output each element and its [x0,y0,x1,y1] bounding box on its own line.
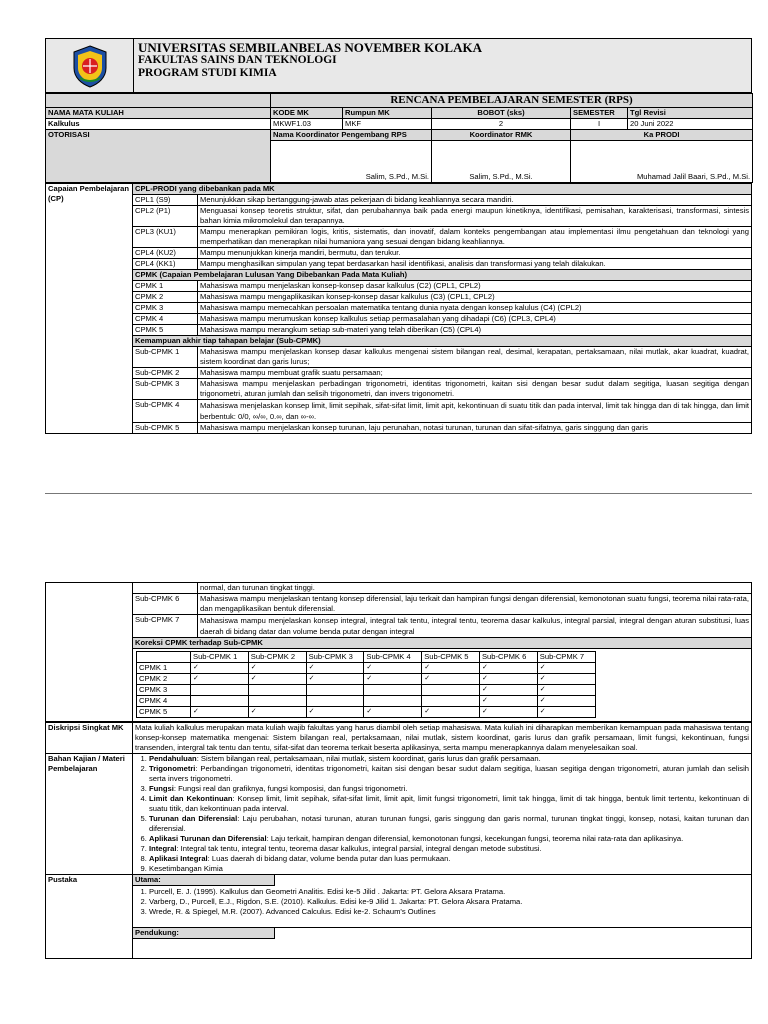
reference-item: 2. Varberg, D., Purcell, E.J., Rigdon, S.E. (2010). Kalkulus. Edisi ke-9 Jilid 1. Jakarta: PT. Gelora Aksara Pratama. [149,897,751,907]
sub-cpmk-code: Sub-CPMK 2 [133,368,198,379]
program-name: PROGRAM STUDI KIMIA [138,67,277,79]
material-item-head: Limit dan Kekontinuan [149,794,233,803]
cpmk-row [46,303,752,314]
course-cluster-header: Rumpun MK [343,108,432,119]
sub-cpmk-row [46,423,752,434]
sub-cpmk-text: Mahasiswa mampu membuat grafik suatu persamaan; [198,368,752,379]
correlation-check-mark [191,696,249,707]
references-label: Pustaka [46,875,133,959]
cpmk-code: CPMK 1 [133,281,198,292]
cpl-row [46,248,752,259]
correlation-check-mark: ✓ [248,663,306,674]
material-item-text: : Perbandingan trigonometri, identitas trigonometri, kaitan sisi dengan besar sudut dalam segitiga, luasan segitiga dengan trigonometri, aturan jumlah dan selisih serta invers trigonometri. [149,764,749,783]
correlation-check-mark [364,696,422,707]
materials-label: Bahan Kajian / Materi Pembelajaran [46,754,133,875]
material-item-head: Aplikasi Turunan dan Diferensial [149,834,267,843]
semester: I [571,119,628,130]
correlation-check-mark: ✓ [248,674,306,685]
cpmk-text: Mahasiswa mampu menjelaskan konsep-konsep dasar kalkulus (C2) (CPL1, CPL2) [198,281,752,292]
description-text: Mata kuliah kalkulus merupakan mata kuliah wajib fakultas yang harus diambil oleh setiap mahasiswa. Mata kuliah ini diharapkan memberikan kemampuan pada mahasiswa tentang konsep-konsep matematika mengenai: Sistem bilangan real, pertaksamaan, nilai mutlak, sistem koordinat, garis lurus dan grafik persamaan, limit fungsi, kekontinuan, fungsi transenden, intergral tak tentu dan tentu, sifat-sifat dan teorema terkait beserta aplikasinya, serta mampu menerapkannya dalam menyelesaikan soal. [133,723,752,754]
program-head-header: Ka PRODI [571,130,753,141]
cpl-row [46,206,752,227]
sub-cpmk-text: Mahasiswa mampu menjelaskan perbadingan trigonometri, identitas trigonometri, kaitan sisi dengan besar sudut dalam segitiga, luasan segitiga dengan trigonometri, aturan jumlah dan selisih trigonometri, dan invers trigonometri. [198,379,752,400]
main-references-title: Utama: [133,875,275,886]
support-references-title: Pendukung: [133,928,275,939]
learning-outcomes-table [45,183,752,434]
correlation-check-mark: ✓ [422,707,480,718]
material-item [149,854,749,864]
course-detail-table [45,722,752,959]
correlation-check-mark: ✓ [479,696,537,707]
correlation-check-mark [191,685,249,696]
correlation-check-mark [248,685,306,696]
rmk-coordinator-name: Salim, S.Pd., M.Si. [432,141,571,183]
material-item-text: : Luas daerah di bidang datar, volume benda putar dan luas permukaan. [207,854,451,863]
semester-header: SEMESTER [571,108,628,119]
correlation-check-mark: ✓ [191,663,249,674]
correlation-column-header: Sub-CPMK 5 [422,652,480,663]
correlation-check-mark: ✓ [306,663,364,674]
rps-coordinator-header: Nama Koordinator Pengembang RPS [271,130,432,141]
cpmk-code: CPMK 4 [133,314,198,325]
learning-outcomes-continued-table [45,582,752,722]
sub-cpmk-row [46,368,752,379]
material-item [149,794,749,814]
sub-cpmk-text: Mahasiswa mampu menjelaskan konsep dasar kalkulus mengenai sistem bilangan real, desimal, kerapatan, pertaksamaan, nilai mutlak, akar kuadrat, kuadrat, sistem koordinat dan garis lurus; [198,347,752,368]
material-item-head: Aplikasi Integral [149,854,208,863]
cpl-text: Mampu menunjukkan kinerja mandiri, bermutu, dan terukur. [198,248,752,259]
correlation-check-mark [422,685,480,696]
material-item-head: Integral [149,844,177,853]
correlation-check-mark: ✓ [537,663,595,674]
sub-cpmk-code: Sub-CPMK 5 [133,423,198,434]
cpl-title: CPL-PRODI yang dibebankan pada MK [133,184,752,195]
correlation-check-mark [422,696,480,707]
material-item [149,814,749,834]
sub-cpmk-title: Kemampuan akhir tiap tahapan belajar (Sub-CPMK) [133,336,752,347]
cpmk-code: CPMK 3 [133,303,198,314]
cpmk-text: Mahasiswa mampu memecahkan persoalan matematika tentang dunia nyata dengan konsep kalulus (C4) (CPL2) [198,303,752,314]
material-item-head: Fungsi [149,784,174,793]
cpl-text: Menunjukkan sikap bertanggung-jawab atas pekerjaan di bidang keahliannya secara mandiri. [198,195,752,206]
reference-item: 3. Wrede, R. & Spiegel, M.R. (2007). Advanced Calculus. Edisi ke-2. Schaum's Outlines [149,907,751,917]
program-head-name: Muhamad Jalil Baari, S.Pd., M.Si. [571,141,753,183]
sub-cpmk-5-continuation: normal, dan turunan tingkat tinggi. [198,583,752,594]
correlation-check-mark: ✓ [479,685,537,696]
course-name: Kalkulus [46,119,271,130]
sub-cpmk-text: Mahasiswa mampu menjelaskan konsep integral, integral tak tentu, integral tentu, teorema dasar kalkulus, integral parsial, integral dengan aturan substitusi, luas daerah di bidang datar dan volume benda putar dengan integral [198,615,752,638]
material-item-text: : Sistem bilangan real, pertaksamaan, nilai mutlak, sistem koordinat, garis lurus dan grafik persamaan. [196,754,541,763]
sub-cpmk-code: Sub-CPMK 3 [133,379,198,400]
material-item-head: Trigonometri [149,764,196,773]
course-credit-header: BOBOT (sks) [432,108,571,119]
course-credit: 2 [432,119,571,130]
correlation-check-mark [248,696,306,707]
cpmk-text: Mahasiswa mampu mengaplikasikan konsep-konsep dasar kalkulus (C3) (CPL1, CPL2) [198,292,752,303]
faculty-name: FAKULTAS SAINS DAN TEKNOLOGI [138,54,337,66]
cpmk-row [46,292,752,303]
course-name-header: NAMA MATA KULIAH [46,108,271,119]
correlation-check-mark: ✓ [479,663,537,674]
correlation-matrix [136,651,596,718]
sub-cpmk-code: Sub-CPMK 4 [133,400,198,423]
cpl-row [46,195,752,206]
correlation-check-mark: ✓ [364,663,422,674]
correlation-column-header: Sub-CPMK 2 [248,652,306,663]
correlation-check-mark: ✓ [422,663,480,674]
authorization-label: OTORISASI [46,130,271,183]
correlation-check-mark: ✓ [479,707,537,718]
correlation-check-mark: ✓ [306,707,364,718]
document-header [45,38,752,93]
correlation-title: Koreksi CPMK terhadap Sub-CPMK [133,638,752,649]
cpmk-title: CPMK (Capaian Pembelajaran Lulusan Yang Dibebankan Pada Mata Kuliah) [133,270,752,281]
sub-cpmk-code: Sub-CPMK 1 [133,347,198,368]
sub-cpmk-text: Mahasiswa menjelaskan konsep limit, limit sepihak, sifat-sifat limit, limit apit, kekontinuan di suatu titik dan pada interval, limit tak hingga dan di tak hingga, dan limit berbentuk: 0/0, ∞/∞, 0.∞, dan ∞-∞. [198,400,752,423]
material-item [149,784,749,794]
correlation-check-mark: ✓ [364,707,422,718]
material-item-text: : Integral tak tentu, integral tentu, teorema dasar kalkulus, integral parsial, integral dengan metode substitusi. [176,844,542,853]
university-logo [46,39,134,92]
sub-cpmk-row [46,379,752,400]
cpl-code: CPL4 (KU2) [133,248,198,259]
correlation-check-mark: ✓ [306,674,364,685]
correlation-column-header: Sub-CPMK 4 [364,652,422,663]
correlation-row-label: CPMK 1 [137,663,191,674]
university-seal-icon [70,44,110,88]
correlation-check-mark: ✓ [364,674,422,685]
cpmk-text: Mahasiswa mampu merumuskan konsep kalkulus setiap permasalahan yang dihadapi (C6) (CPL3, CPL4) [198,314,752,325]
sub-cpmk-code: Sub-CPMK 7 [133,615,198,638]
material-item-head: Turunan dan Diferensial [149,814,238,823]
cpl-row [46,227,752,248]
document-title: RENCANA PEMBELAJARAN SEMESTER (RPS) [271,94,753,108]
cpl-code: CPL4 (KK1) [133,259,198,270]
cpmk-text: Mahasiswa mampu merangkum setiap sub-materi yang telah diberikan (C5) (CPL4) [198,325,752,336]
correlation-check-mark [306,696,364,707]
correlation-check-mark: ✓ [479,674,537,685]
correlation-row [137,707,596,718]
rps-page-2 [45,582,752,1022]
material-item-text: : Konsep limit, limit sepihak, sifat-sifat limit, limit apit, limit fungsi trigonometri, limit tak hingga, limit di tak hingga, bentuk limit tertentu, kekontinuan di suatu titik, dan kekontinuan pada interval. [149,794,749,813]
university-name: UNIVERSITAS SEMBILANBELAS NOVEMBER KOLAKA [138,40,482,55]
cpl-row [46,259,752,270]
material-item [149,844,749,854]
material-item-text: Kesetimbangan Kimia [149,864,223,873]
cpmk-code: CPMK 2 [133,292,198,303]
material-item [149,864,749,874]
description-label: Diskripsi Singkat MK [46,723,133,754]
correlation-check-mark: ✓ [191,674,249,685]
material-item [149,834,749,844]
sub-cpmk-row [46,347,752,368]
sub-cpmk-row [46,594,752,615]
sub-cpmk-row [46,400,752,423]
revision-header: Tgl Revisi [628,108,753,119]
correlation-row-label: CPMK 3 [137,685,191,696]
correlation-row [137,674,596,685]
cpmk-row [46,325,752,336]
sub-cpmk-code: Sub-CPMK 6 [133,594,198,615]
course-code: MKWF1.03 [271,119,343,130]
sub-cpmk-text: Mahasiswa mampu menjelaskan konsep turunan, laju perunahan, notasi turunan, turunan dan sifat-sifatnya, garis singgung dan garis [198,423,752,434]
correlation-check-mark: ✓ [537,707,595,718]
correlation-check-mark: ✓ [537,685,595,696]
correlation-row [137,696,596,707]
sub-cpmk-row [46,615,752,638]
cpl-text: Mampu menerapkan pemikiran logis, kritis, sistematis, dan inovatif, dalam konteks pengembangan atau implementasi ilmu pengetahuan dan teknologi yang memperhatikan dan menerapkan nilai humaniora yang sesuai dengan bidang keahliannya. [198,227,752,248]
cpl-code: CPL3 (KU1) [133,227,198,248]
material-item-text: : Laju perubahan, notasi turunan, aturan turunan fungsi, garis singgung dan garis normal, turunan tingkat tinggi, konsep, notasi, kaitan turunan dan diferensial. [149,814,749,833]
rps-page-1 [45,38,752,494]
correlation-column-header: Sub-CPMK 6 [479,652,537,663]
cpmk-code: CPMK 5 [133,325,198,336]
correlation-row-label: CPMK 2 [137,674,191,685]
cpl-code: CPL1 (S9) [133,195,198,206]
correlation-check-mark: ✓ [537,696,595,707]
materials-list [135,754,749,874]
course-info-table [45,93,753,183]
material-item-head: Pendahuluan [149,754,197,763]
revision-date: 20 Juni 2022 [628,119,753,130]
main-references-list [133,887,751,917]
material-item [149,764,749,784]
material-item [149,754,749,764]
reference-item: 1. Purcell, E. J. (1995). Kalkulus dan Geometri Analitis. Edisi ke-5 Jilid . Jakarta: PT. Gelora Aksara Pratama. [149,887,751,897]
correlation-check-mark: ✓ [248,707,306,718]
cpl-code: CPL2 (P1) [133,206,198,227]
course-code-header: KODE MK [271,108,343,119]
sub-cpmk-text: Mahasiswa mampu menjelaskan tentang konsep diferensial, laju terkait dan hampiran fungsi dengan diferensial, kemonotonan suatu fungsi, teorema nilai rata-rata, dan mengaplikasikan bentuk diferensial. [198,594,752,615]
course-cluster: MKF [343,119,432,130]
cp-label: Capaian Pembelajaran (CP) [46,184,133,434]
material-item-text: : Laju terkait, hampiran dengan diferensial, kemonotonan fungsi, kecekungan fungsi, teorema nilai rata-rata dan aplikasinya. [266,834,684,843]
correlation-row [137,685,596,696]
cpmk-row [46,314,752,325]
correlation-row-label: CPMK 5 [137,707,191,718]
rmk-coordinator-header: Koordinator RMK [432,130,571,141]
correlation-check-mark [306,685,364,696]
correlation-check-mark: ✓ [422,674,480,685]
cpmk-row [46,281,752,292]
correlation-column-header: Sub-CPMK 7 [537,652,595,663]
correlation-check-mark: ✓ [191,707,249,718]
cpl-text: Menguasai konsep teoretis struktur, sifat, dan perubahannya baik pada energi maupun kinetiknya, identifikasi, pemisahan, karakterisasi, transformasi, sintesis bahan kimia mikromolekul dan terapannya. [198,206,752,227]
correlation-column-header: Sub-CPMK 1 [191,652,249,663]
correlation-check-mark [364,685,422,696]
cpl-text: Mampu menghasilkan simpulan yang tepat berdasarkan hasil identifikasi, analisis dan transformasi yang telah dilakukan. [198,259,752,270]
rps-coordinator-name: Salim, S.Pd., M.Si. [271,141,432,183]
correlation-row-label: CPMK 4 [137,696,191,707]
material-item-text: : Fungsi real dan grafiknya, fungsi komposisi, dan fungsi trigonometri. [173,784,408,793]
correlation-column-header: Sub-CPMK 3 [306,652,364,663]
correlation-check-mark: ✓ [537,674,595,685]
correlation-row [137,663,596,674]
